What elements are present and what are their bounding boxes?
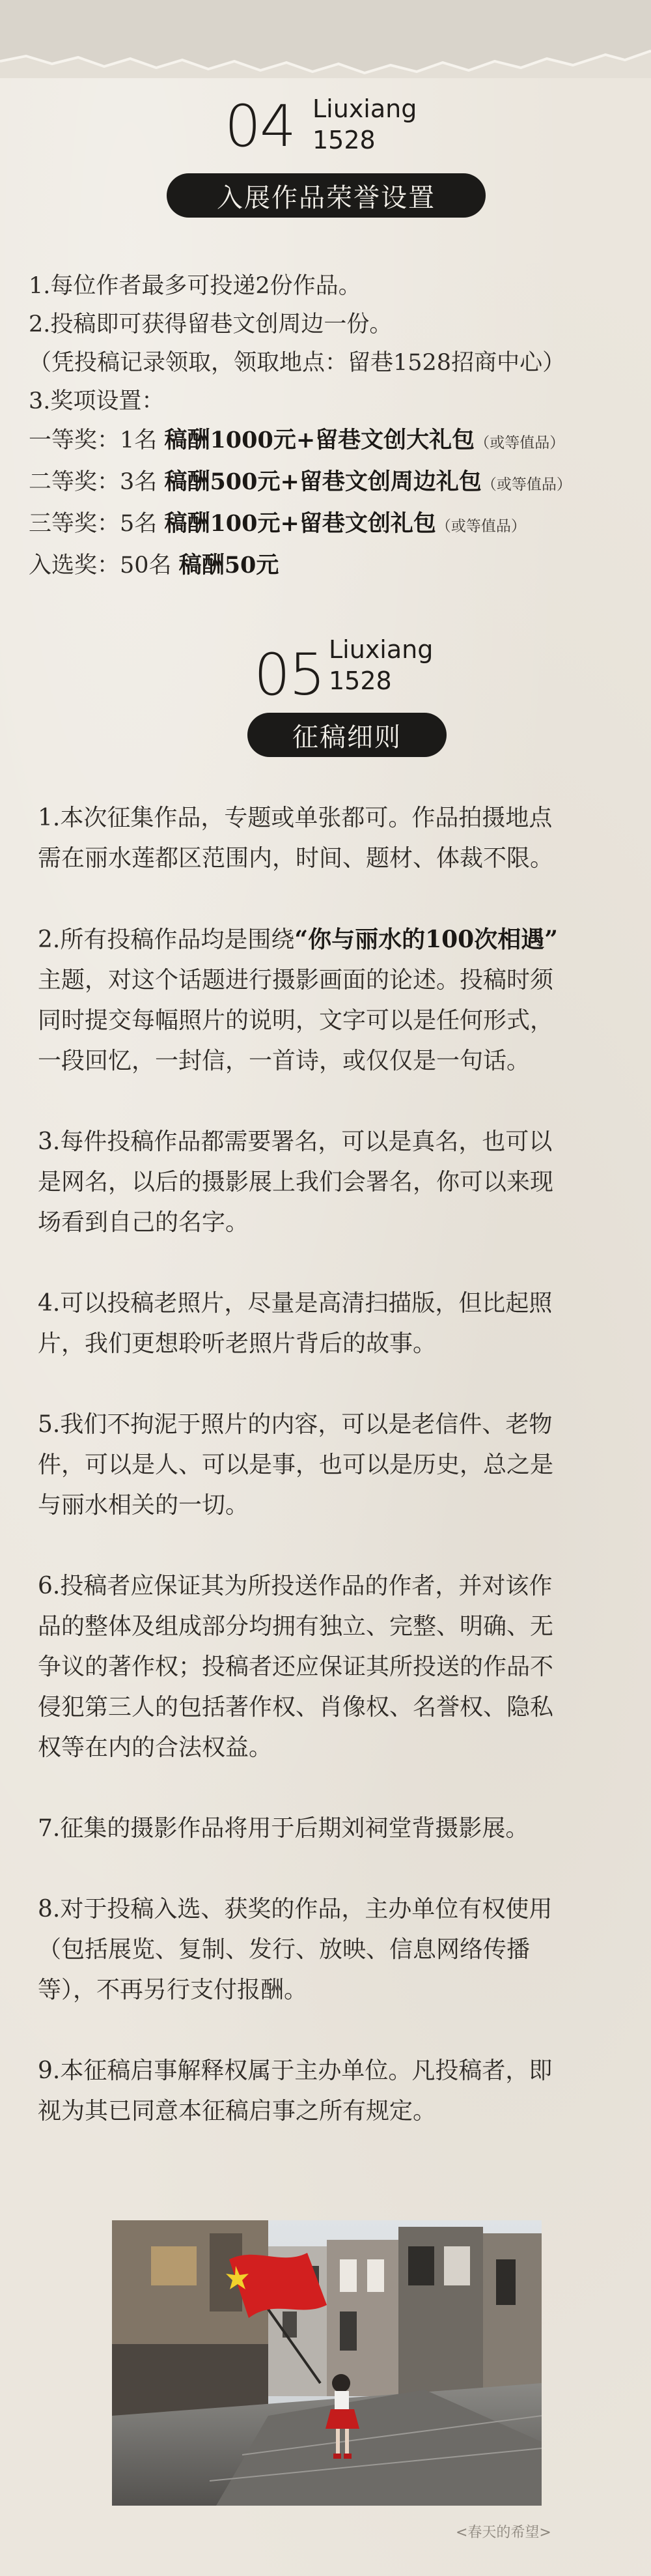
rule-4: 4.可以投稿老照片，尽量是高清扫描版，但比起照 片，我们更想聆听老照片背后的故事。 (38, 1290, 553, 1357)
rule-1: 1.本次征集作品，专题或单张都可。作品拍摄地点 需在丽水莲都区范围内，时间、题材、体裁不限。 (38, 805, 554, 872)
awards-line: 2.投稿即可获得留巷文创周边一份。 (29, 311, 393, 337)
submission-rules (38, 798, 617, 2172)
section-04-brand-line2: 1528 (312, 126, 376, 154)
rule-9: 9.本征稿启事解释权属于主办单位。凡投稿者，即 视为其已同意本征稿启事之所有规定。 (38, 2057, 553, 2125)
rule-8: 8.对于投稿入选、获奖的作品，主办单位有权使用 （包括展览、复制、发行、放映、信息网络传播 等），不再另行支付报酬。 (38, 1896, 553, 2003)
awards-line: 1.每位作者最多可投递2份作品。 (29, 273, 361, 299)
awards-line: （凭投稿记录领取，领取地点：留巷1528招商中心） (29, 350, 566, 376)
section-05-number: 05 (254, 641, 324, 708)
section-04-title: 入展作品荣誉设置 (167, 173, 486, 218)
award-tier-selected: 入选奖：50名 稿酬50元 (29, 552, 279, 579)
awards-line: 3.奖项设置： (29, 388, 165, 414)
section-05-brand-line2: 1528 (329, 666, 392, 695)
award-tier-first: 一等奖：1名 稿酬1000元+留巷文创大礼包（或等值品） (29, 427, 565, 453)
torn-paper-edge (0, 0, 651, 78)
section-05-brand-line1: Liuxiang (329, 635, 434, 664)
rule-2: 2.所有投稿作品均是围绕“你与丽水的100次相遇” 主题，对这个话题进行摄影画面的论述。投稿时须 同时提交每幅照片的说明，文字可以是任何形式， 一段回忆，一封信，一首诗，或仅仅是一句话。 (38, 926, 558, 1074)
rule-3: 3.每件投稿作品都需要署名，可以是真名，也可以 是网名，以后的摄影展上我们会署名，你可以来现 场看到自己的名字。 (38, 1128, 554, 1236)
rule-6: 6.投稿者应保证其为所投送作品的作者，并对该作 品的整体及组成部分均拥有独立、完整、明确、无 争议的著作权；投稿者还应保证其所投送的作品不 侵犯第三人的包括著作权、肖像权、名誉权、隐私 权等在内的合法权益。 (38, 1573, 554, 1761)
section-04-brand-line1: Liuxiang (312, 94, 417, 123)
photo-caption: <春天的希望> (456, 2525, 551, 2541)
award-tier-third: 三等奖：5名 稿酬100元+留巷文创礼包（或等值品） (29, 510, 526, 537)
old-street-illustration (112, 2220, 542, 2506)
section-05-title: 征稿细则 (247, 713, 447, 757)
rule-5: 5.我们不拘泥于照片的内容，可以是老信件、老物 件，可以是人、可以是事，也可以是历史，总之是 与丽水相关的一切。 (38, 1411, 554, 1519)
awards-list (29, 267, 634, 588)
section-04-number: 04 (225, 93, 295, 160)
street-photo (112, 2220, 542, 2506)
award-tier-second: 二等奖：3名 稿酬500元+留巷文创周边礼包（或等值品） (29, 468, 572, 495)
rule-7: 7.征集的摄影作品将用于后期刘祠堂背摄影展。 (38, 1815, 529, 1842)
